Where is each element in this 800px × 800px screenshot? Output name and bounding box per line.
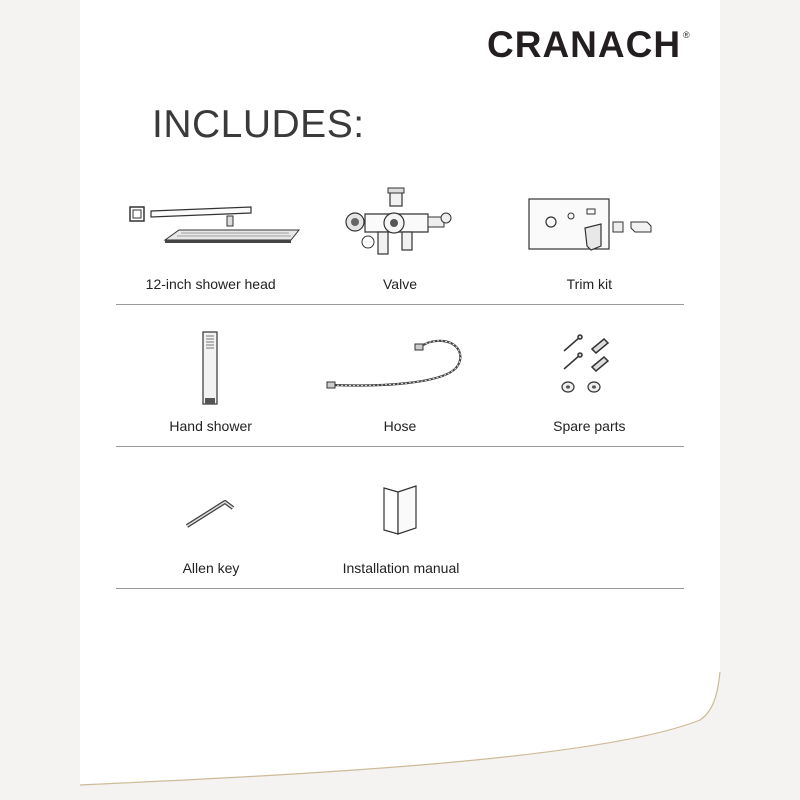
item-shower-head	[116, 170, 305, 304]
item-label: 12-inch shower head	[145, 276, 276, 292]
hand-shower-icon	[191, 326, 231, 406]
item-label: Hose	[383, 418, 417, 434]
item-label: Trim kit	[566, 276, 612, 292]
item-label: Hand shower	[169, 418, 252, 434]
includes-row	[116, 170, 684, 305]
item-hose	[305, 312, 494, 446]
item-installation-manual	[306, 454, 496, 588]
screws-icon	[554, 331, 624, 401]
includes-grid	[116, 170, 684, 596]
page-title: INCLUDES:	[152, 103, 365, 146]
allen-key-icon	[181, 478, 241, 538]
item-trim-kit	[495, 170, 684, 304]
item-allen-key	[116, 454, 306, 588]
item-label: Installation manual	[342, 560, 460, 576]
includes-row	[116, 454, 684, 589]
item-label: Spare parts	[553, 418, 626, 434]
item-hand-shower	[116, 312, 305, 446]
brand-name: CRANACH	[487, 24, 682, 65]
hose-icon	[325, 331, 475, 401]
registered-mark: ®	[683, 30, 691, 40]
item-label: Allen key	[182, 560, 240, 576]
item-valve	[305, 170, 494, 304]
valve-icon	[340, 184, 460, 264]
rain-shower-head-icon	[121, 189, 301, 259]
trim-kit-icon	[519, 194, 659, 254]
includes-row	[116, 312, 684, 447]
manual-booklet-icon	[376, 478, 426, 538]
item-label: Valve	[383, 276, 417, 292]
brand-logo	[487, 24, 691, 66]
item-spare-parts	[495, 312, 684, 446]
